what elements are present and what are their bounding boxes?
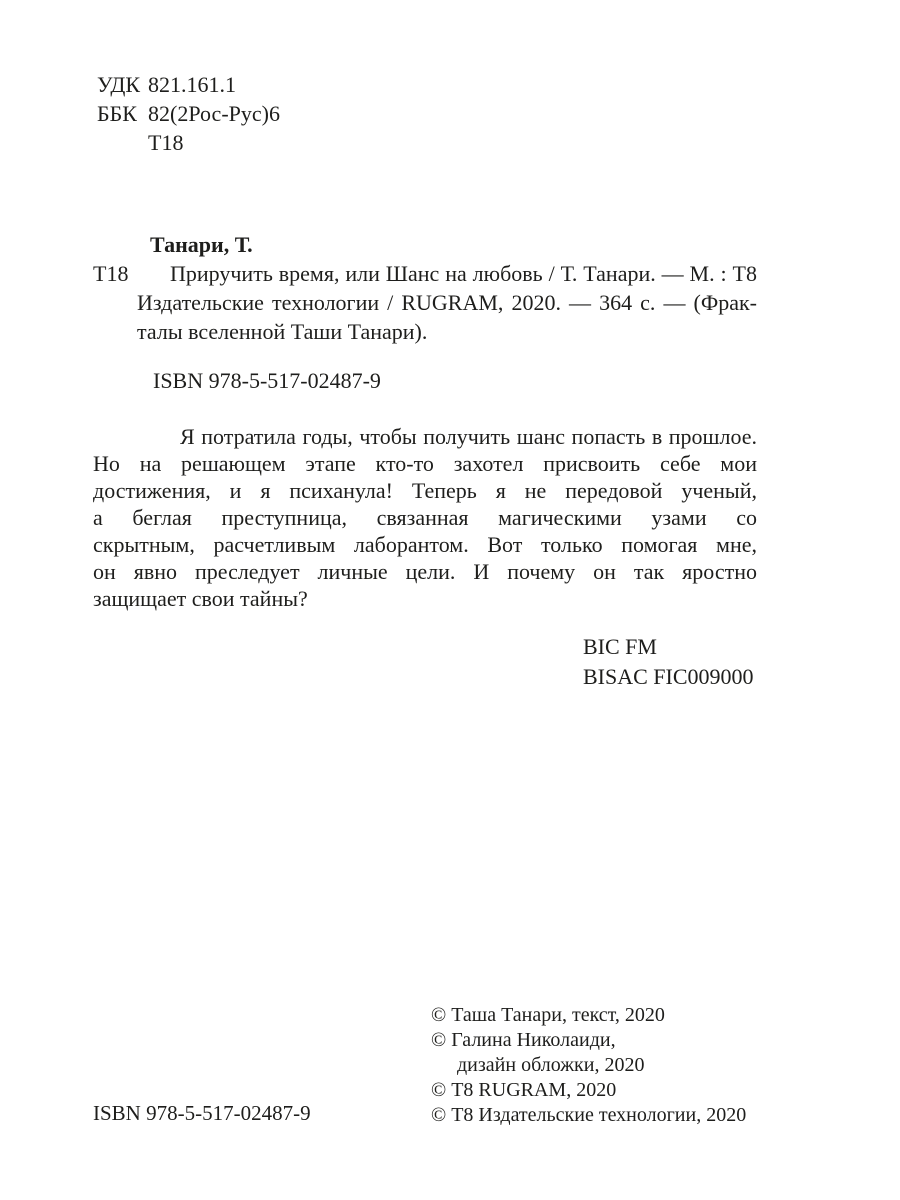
bisac-code: BISAC FIC009000 <box>583 664 754 689</box>
catalog-description-line: Издательские технологии / RUGRAM, 2020. — 364 с. — (Фрак- <box>137 290 757 315</box>
catalog-author-sign: Т18 <box>93 261 129 286</box>
classification-block <box>97 70 280 157</box>
annotation-line: а беглая преступница, связанная магическими узами со <box>93 505 757 530</box>
author-sign-row <box>97 128 280 157</box>
bbk-label: ББК <box>97 101 137 126</box>
catalog-description-line: талы вселенной Таши Танари). <box>137 319 428 344</box>
udk-row <box>97 70 280 99</box>
annotation-paragraph <box>93 423 757 612</box>
author-sign-spacer <box>97 128 148 157</box>
bbk-value: 82(2Рос-Рус)6 <box>148 101 280 126</box>
annotation-line: скрытным, расчетливым лаборантом. Вот только помогая мне, <box>93 532 757 557</box>
copyright-line: © Таша Танари, текст, 2020 <box>431 1004 665 1026</box>
udk-label: УДК <box>97 72 141 97</box>
copyright-line: дизайн обложки, 2020 <box>457 1054 645 1076</box>
copyright-line: © Т8 Издательские технологии, 2020 <box>431 1104 747 1126</box>
annotation-line: он явно преследует личные цели. И почему он так яростно <box>93 559 757 584</box>
bic-code: BIC FM <box>583 634 657 659</box>
annotation-line: Но на решающем этапе кто-то захотел присвоить себе мои <box>93 451 757 476</box>
catalog-description <box>137 259 757 346</box>
isbn-bottom: ISBN 978-5-517-02487-9 <box>93 1101 311 1125</box>
copyright-line: © Т8 RUGRAM, 2020 <box>431 1079 617 1101</box>
author-sign-value: Т18 <box>148 130 184 155</box>
annotation-line: достижения, и я психанула! Теперь я не передовой ученый, <box>93 478 757 503</box>
annotation-line: Я потратила годы, чтобы получить шанс попасть в прошлое. <box>180 424 757 449</box>
copyright-line: © Галина Николаиди, <box>431 1029 616 1051</box>
catalog-author: Танари, Т. <box>150 232 253 257</box>
bbk-row <box>97 99 280 128</box>
catalog-description-line: Приручить время, или Шанс на любовь / Т. Танари. — М. : Т8 <box>170 261 757 286</box>
classification-codes <box>583 632 754 692</box>
copyright-block <box>431 1003 746 1128</box>
isbn-top: ISBN 978-5-517-02487-9 <box>153 368 381 393</box>
annotation-line: защищает свои тайны? <box>93 586 308 611</box>
udk-value: 821.161.1 <box>148 72 236 97</box>
